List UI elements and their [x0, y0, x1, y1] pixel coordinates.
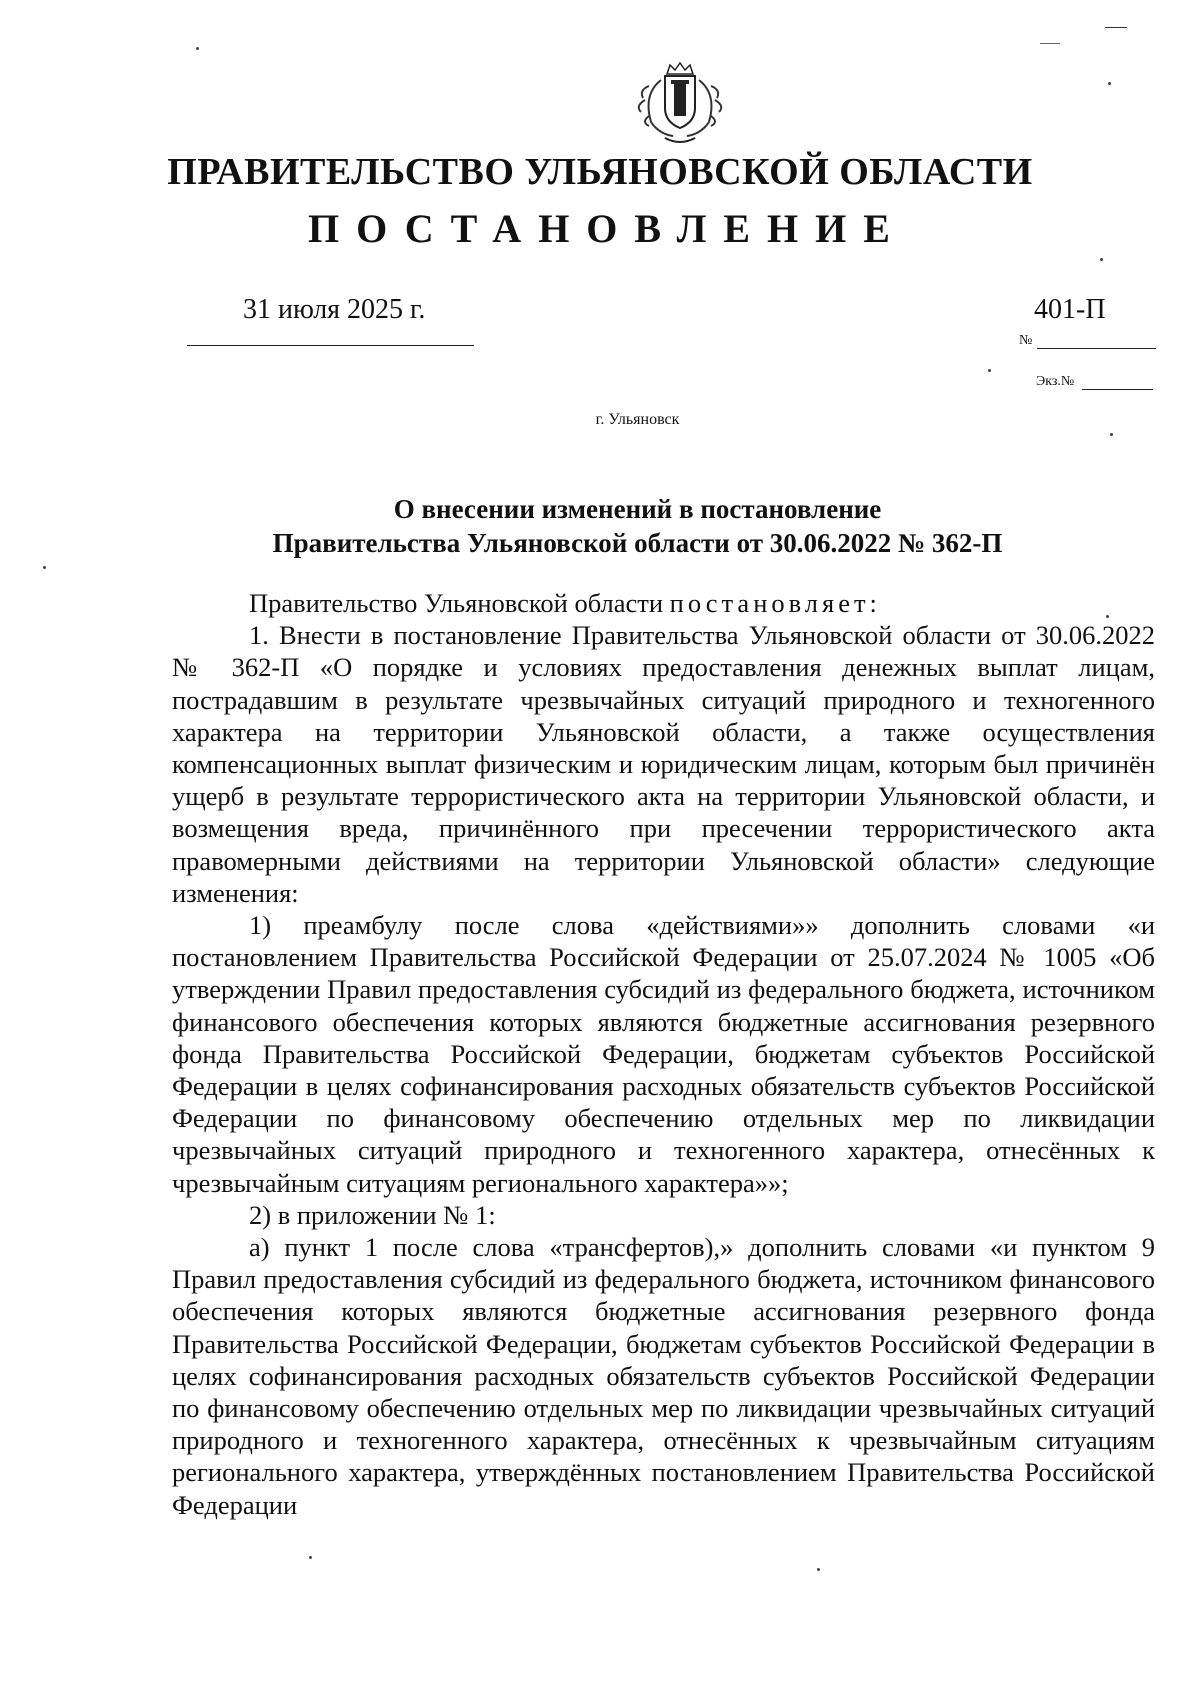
scan-mark	[1105, 27, 1127, 28]
copy-number-label: Экз.№	[1036, 374, 1075, 389]
intro-text: Правительство Ульяновской области	[249, 588, 670, 618]
scan-speck	[196, 47, 199, 50]
organization-name: ПРАВИТЕЛЬСТВО УЛЬЯНОВСКОЙ ОБЛАСТИ	[167, 151, 1033, 193]
number-underline	[1037, 348, 1156, 349]
paragraph-1-2-a: а) пункт 1 после слова «трансфертов),» дополнить словами «и пунктом 9 Правил предоставления субсидий из федерального бюджета, источником финансового обеспечения которых являются бюджетные ассигнования резервного фонда Правительства Российской Федерации, бюджетам субъектов Российской Федерации в целях софинансирования расходных обязательств субъектов Российской Федерации по финансовому обеспечению отдельных мер по ликвидации чрезвычайных ситуаций природного и техногенного характера, отнесённых к чрезвычайным ситуациям регионального характера, утверждённых постановлением Правительства Российской Федерации	[172, 1232, 1155, 1520]
city: г. Ульяновск	[595, 411, 680, 428]
copy-number-underline	[1082, 389, 1153, 390]
scan-speck	[988, 369, 991, 372]
scan-speck	[309, 1556, 312, 1559]
paragraph-1-2: 2) в приложении № 1:	[249, 1199, 496, 1230]
document-type: ПОСТАНОВЛЕНИЕ	[308, 206, 907, 251]
document-body	[172, 587, 1155, 1521]
scan-speck	[1110, 433, 1113, 436]
scan-mark	[1040, 43, 1060, 44]
scan-speck	[817, 1568, 820, 1571]
title-line-1: О внесении изменений в постановление	[393, 494, 882, 524]
paragraph-1-1: 1) преамбулу после слова «действиями»» дополнить словами «и постановлением Правительства Российской Федерации от 25.07.2024 № 1005 «Об утверждении Правил предоставления субсидий из федерального бюджета, источником финансового обеспечения которых являются бюджетные ассигнования резервного фонда Правительства Российской Федерации, бюджетам субъектов Российской Федерации в целях софинансирования расходных обязательств субъектов Российской Федерации по финансовому обеспечению отдельных мер по ликвидации чрезвычайных ситуаций природного и техногенного характера, отнесённых к чрезвычайным ситуациям регионального характера»»;	[172, 910, 1155, 1198]
resolution-intro	[172, 587, 1155, 619]
title-line-2: Правительства Ульяновской области от 30.06.2022 № 362-П	[272, 528, 1003, 558]
intro-colon: :	[869, 588, 877, 618]
document-title	[0, 492, 1200, 560]
paragraph-1: 1. Внести в постановление Правительства Ульяновской области от 30.06.2022 № 362-П «О порядке и условиях предоставления денежных выплат лицам, пострадавшим в результате чрезвычайных ситуаций природного и техногенного характера на территории Ульяновской области, а также осуществления компенсационных выплат физическим и юридическим лицам, которым был причинён ущерб в результате террористического акта на территории Ульяновской области, и возмещения вреда, причинённого при пресечении террористического акта правомерными действиями на территории Ульяновской области» следующие изменения:	[172, 620, 1155, 908]
intro-spaced-verb: постановляет	[669, 588, 870, 618]
date-underline	[187, 345, 474, 346]
document-number: 401-П	[1034, 294, 1106, 325]
number-label: №	[1019, 333, 1033, 348]
document-date: 31 июля 2025 г.	[243, 294, 426, 325]
scan-speck	[43, 566, 46, 569]
scan-speck	[1108, 82, 1111, 85]
scan-speck	[1100, 258, 1103, 261]
scan-speck	[1106, 615, 1109, 618]
ulyanovsk-coat-of-arms-icon	[625, 60, 735, 146]
